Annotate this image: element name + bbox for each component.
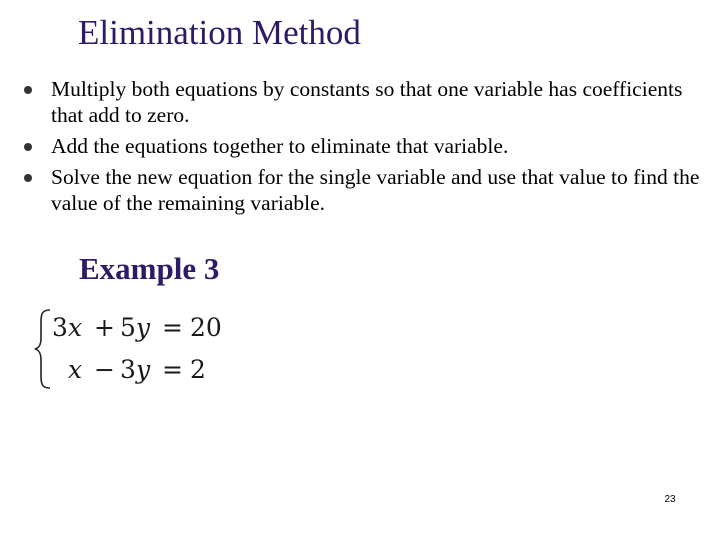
- equation-system: [34, 308, 254, 390]
- bullet-dot-icon: [24, 143, 32, 151]
- bullet-dot-icon: [24, 174, 32, 182]
- example-title: Example 3: [79, 251, 220, 286]
- eq1-equals: =: [162, 313, 183, 342]
- eq1-var-x: x: [68, 313, 83, 342]
- curly-brace-icon: [35, 310, 50, 388]
- eq2-equals: =: [162, 355, 183, 384]
- bullet-item-add: [0, 133, 720, 159]
- bullet-text: Solve the new equation for the single variable and use that value to find the value of the remaining variable.: [51, 165, 700, 215]
- bullet-text: Add the equations together to eliminate that variable.: [51, 134, 509, 158]
- slide-title: Elimination Method: [78, 13, 361, 52]
- bullet-item-multiply: [0, 76, 720, 128]
- page-number: 23: [664, 494, 676, 505]
- eq1-var-y: y: [136, 313, 151, 342]
- bullet-text: Multiply both equations by constants so that one variable has coefficients that add to zero.: [51, 77, 683, 127]
- eq2-coef-y: 3: [120, 355, 136, 384]
- bullet-item-solve: [0, 164, 720, 216]
- eq1-coef-x: 3: [52, 313, 68, 342]
- eq2-var-y: y: [136, 355, 151, 384]
- eq1-coef-y: 5: [120, 313, 136, 342]
- bullet-dot-icon: [24, 86, 32, 94]
- bullet-list: [0, 76, 720, 221]
- eq2-var-x: x: [68, 355, 83, 384]
- eq1-operator: +: [94, 313, 115, 342]
- eq2-operator: −: [94, 355, 115, 384]
- eq1-rhs: 20: [190, 313, 222, 342]
- eq2-rhs: 2: [190, 355, 206, 384]
